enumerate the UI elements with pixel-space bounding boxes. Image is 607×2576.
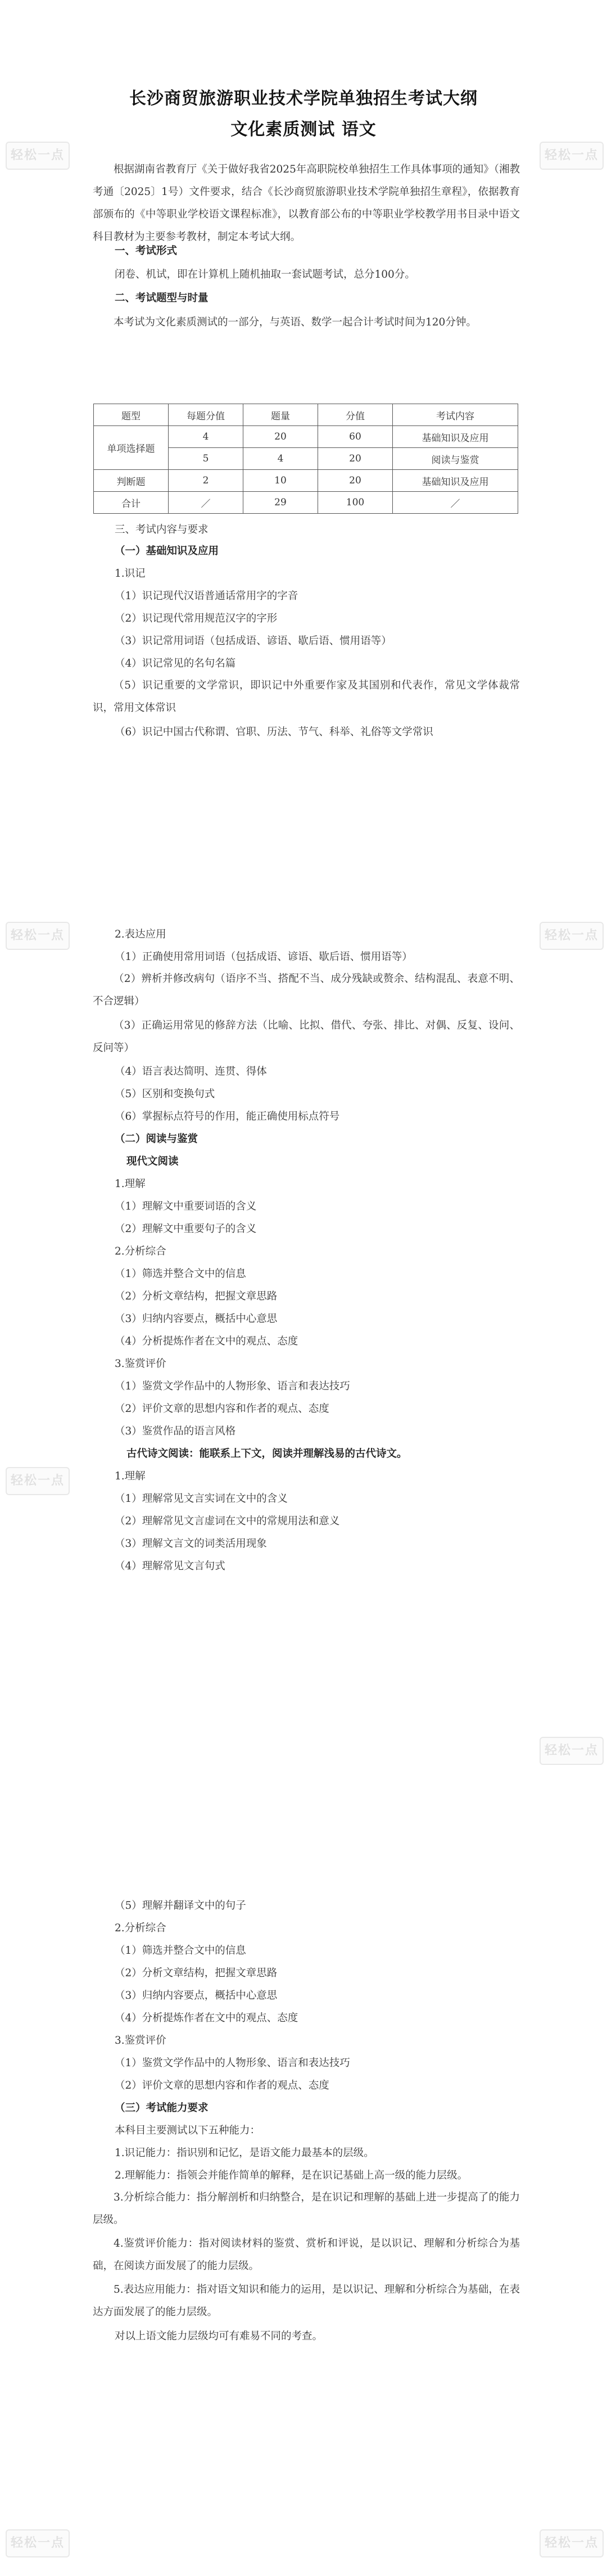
table-cell: ／ <box>393 492 518 514</box>
watermark-logo: 轻松一点 <box>540 1737 604 1765</box>
list-item: （6）掌握标点符号的作用，能正确使用标点符号 <box>115 1111 340 1122</box>
ability-item: 2.理解能力：指领会并能作简单的解释，是在识记基础上高一级的能力层级。 <box>115 2170 468 2181</box>
document-title: 长沙商贸旅游职业技术学院单独招生考试大纲 <box>129 89 478 108</box>
table-row <box>94 492 518 514</box>
list-item: （1）鉴赏文学作品中的人物形象、语言和表达技巧 <box>115 1380 350 1392</box>
section-2-heading: 二、考试题型与时量 <box>115 292 209 304</box>
section-2-text: 本考试为文化素质测试的一部分，与英语、数学一起合计考试时间为120分钟。 <box>114 316 477 328</box>
part-2-heading: （二）阅读与鉴赏 <box>115 1133 198 1145</box>
list-item: （1）正确使用常用词语（包括成语、谚语、歇后语、惯用语等） <box>115 951 413 963</box>
watermark-logo: 轻松一点 <box>6 1467 70 1495</box>
list-item: （2）理解常见文言虚词在文中的常规用法和意义 <box>115 1515 340 1527</box>
table-row <box>94 470 518 492</box>
list-item: （1）理解文中重要词语的含义 <box>115 1201 257 1212</box>
ancient-sub-2: 2.分析综合 <box>115 1922 166 1934</box>
list-item: （5）区别和变换句式 <box>115 1088 215 1100</box>
list-item: （6）识记中国古代称谓、官职、历法、节气、科举、礼俗等文学常识 <box>115 726 433 738</box>
watermark-logo: 轻松一点 <box>6 922 70 950</box>
modern-sub-3: 3.鉴赏评价 <box>115 1358 166 1370</box>
list-item: （5）识记重要的文学常识，即识记中外重要作家及其国别和代表作，常见文学体裁常识，常用文体常识 <box>93 680 520 714</box>
table-cell: 合计 <box>94 492 169 514</box>
table-cell: 29 <box>243 492 318 514</box>
list-item: （4）分析提炼作者在文中的观点、态度 <box>115 1335 298 1347</box>
section-3-heading: 三、考试内容与要求 <box>115 524 209 536</box>
watermark-logo: 轻松一点 <box>6 2529 70 2557</box>
list-item: （3）理解文言文的词类活用现象 <box>115 1538 267 1550</box>
table-cell: 4 <box>243 448 318 470</box>
document-subtitle: 文化素质测试 语文 <box>230 120 377 139</box>
list-item: （5）理解并翻译文中的句子 <box>115 1900 246 1912</box>
table-cell: 阅读与鉴赏 <box>393 448 518 470</box>
table-header-row <box>94 404 518 426</box>
list-item: （3）归纳内容要点，概括中心意思 <box>115 1313 278 1325</box>
intro-paragraph: 根据湖南省教育厅《关于做好我省2025年高职院校单独招生工作具体事项的通知》（湘教考通〔2025〕1号）文件要求，结合《长沙商贸旅游职业技术学院单独招生章程》，依据教育部颁布的《中等职业学校语文课程标准》，以教育部公布的中等职业学校教学用书目录中语文科目教材为主要参考教材，制定本考试大纲。 <box>93 164 520 243</box>
ancient-sub-3: 3.鉴赏评价 <box>115 2035 166 2047</box>
table-cell: 基础知识及应用 <box>393 470 518 492</box>
section-1-text: 闭卷、机试，即在计算机上随机抽取一套试题考试，总分100分。 <box>115 269 415 280</box>
watermark-logo: 轻松一点 <box>540 2529 604 2557</box>
list-item: （2）分析文章结构，把握文章思路 <box>115 1967 278 1979</box>
exam-structure-table <box>93 404 518 514</box>
ability-item: 3.分析综合能力：指分解剖析和归纳整合，是在识记和理解的基础上进一步提高了的能力层级。 <box>93 2192 520 2226</box>
ancient-sub-1: 1.理解 <box>115 1470 146 1482</box>
table-cell: 60 <box>318 426 393 448</box>
table-header: 分值 <box>318 404 393 426</box>
table-cell: 20 <box>243 426 318 448</box>
list-item: （4）理解常见文言句式 <box>115 1560 225 1572</box>
table-row <box>94 426 518 448</box>
ancient-reading-heading: 古代诗文阅读：能联系上下文，阅读并理解浅易的古代诗文。 <box>126 1448 407 1460</box>
list-item: （3）正确运用常见的修辞方法（比喻、比拟、借代、夸张、排比、对偶、反复、设问、反问等） <box>93 1020 520 1054</box>
part-3-heading: （三）考试能力要求 <box>115 2102 209 2114</box>
table-header: 题型 <box>94 404 169 426</box>
list-item: （2）评价文章的思想内容和作者的观点、态度 <box>115 2080 329 2091</box>
ability-item: 1.识记能力：指识别和记忆，是语文能力最基本的层级。 <box>115 2147 374 2159</box>
part-1-sub-2: 2.表达应用 <box>115 929 166 940</box>
list-item: （1）筛选并整合文中的信息 <box>115 1268 246 1280</box>
table-cell: 20 <box>318 470 393 492</box>
list-item: （4）识记常见的名句名篇 <box>115 658 236 669</box>
closing-sentence: 对以上语文能力层级均可有难易不同的考查。 <box>115 2330 323 2342</box>
watermark-logo: 轻松一点 <box>540 142 604 170</box>
table-cell: 4 <box>169 426 243 448</box>
table-cell: 20 <box>318 448 393 470</box>
table-cell: 判断题 <box>94 470 169 492</box>
part-3-intro: 本科目主要测试以下五种能力： <box>115 2125 261 2136</box>
table-header: 考试内容 <box>393 404 518 426</box>
list-item: （1）理解常见文言实词在文中的含义 <box>115 1493 288 1505</box>
section-1-heading: 一、考试形式 <box>115 245 178 257</box>
table-header: 题量 <box>243 404 318 426</box>
list-item: （2）评价文章的思想内容和作者的观点、态度 <box>115 1403 329 1415</box>
part-1-heading: （一）基础知识及应用 <box>115 545 219 557</box>
table-header: 每题分值 <box>169 404 243 426</box>
table-cell: 2 <box>169 470 243 492</box>
list-item: （3）识记常用词语（包括成语、谚语、歇后语、惯用语等） <box>115 635 392 647</box>
list-item: （3）鉴赏作品的语言风格 <box>115 1425 236 1437</box>
list-item: （1）鉴赏文学作品中的人物形象、语言和表达技巧 <box>115 2057 350 2069</box>
modern-sub-1: 1.理解 <box>115 1178 146 1190</box>
table-cell: 基础知识及应用 <box>393 426 518 448</box>
watermark-logo: 轻松一点 <box>540 922 604 950</box>
list-item: （3）归纳内容要点，概括中心意思 <box>115 1990 278 2002</box>
table-cell: 单项选择题 <box>94 426 169 470</box>
watermark-logo: 轻松一点 <box>6 142 70 170</box>
list-item: （1）识记现代汉语普通话常用字的字音 <box>115 590 298 602</box>
ability-item: 5.表达应用能力：指对语文知识和能力的运用，是以识记、理解和分析综合为基础，在表达方面发展了的能力层级。 <box>93 2284 520 2318</box>
part-1-sub-1: 1.识记 <box>115 568 146 580</box>
list-item: （4）语言表达简明、连贯、得体 <box>115 1066 267 1078</box>
list-item: （2）理解文中重要句子的含义 <box>115 1223 257 1235</box>
list-item: （4）分析提炼作者在文中的观点、态度 <box>115 2012 298 2024</box>
modern-sub-2: 2.分析综合 <box>115 1246 166 1257</box>
table-cell: 10 <box>243 470 318 492</box>
list-item: （2）识记现代常用规范汉字的字形 <box>115 613 278 624</box>
ability-item: 4.鉴赏评价能力：指对阅读材料的鉴赏、赏析和评说，是以识记、理解和分析综合为基础，在阅读方面发展了的能力层级。 <box>93 2238 520 2272</box>
list-item: （2）分析文章结构，把握文章思路 <box>115 1291 278 1302</box>
table-cell: 100 <box>318 492 393 514</box>
table-cell: ／ <box>169 492 243 514</box>
list-item: （1）筛选并整合文中的信息 <box>115 1945 246 1957</box>
modern-reading-heading: 现代文阅读 <box>126 1156 179 1167</box>
list-item: （2）辨析并修改病句（语序不当、搭配不当、成分残缺或赘余、结构混乱、表意不明、不合逻辑） <box>93 973 520 1007</box>
table-cell: 5 <box>169 448 243 470</box>
